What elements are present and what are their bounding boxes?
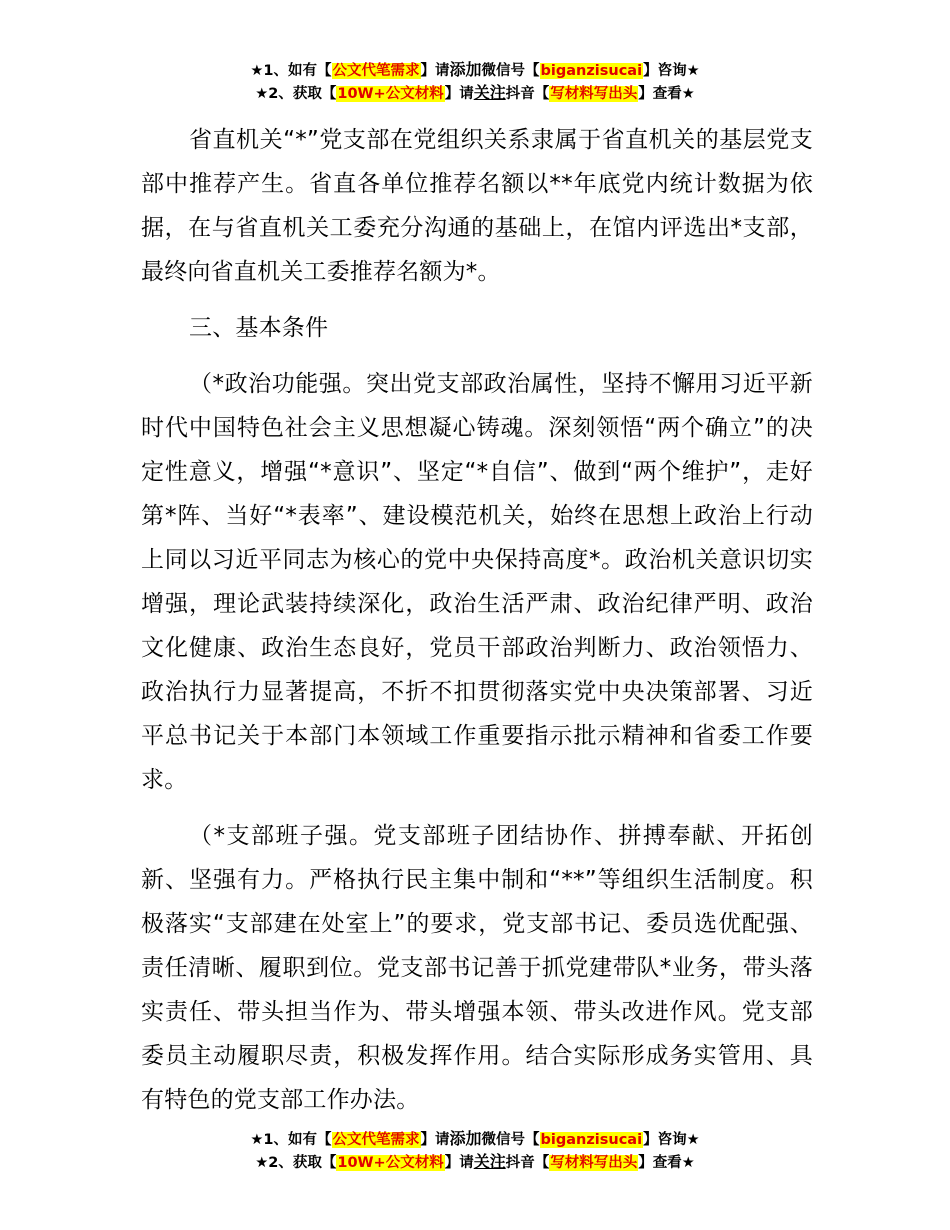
promo-line-2: ★2、获取【10W+公文材料】请关注抖音【写材料写出头】查看★	[255, 83, 695, 102]
highlight-materials: 10W+公文材料	[337, 1155, 444, 1171]
highlight-douyin: 写材料写出头	[550, 86, 638, 102]
paragraph-political-function: （*政治功能强。突出党支部政治属性，坚持不懈用习近平新时代中国特色社会主义思想凝心铸魂。深刻领悟“两个确立”的决定性意义，增强“*意识”、坚定“*自信”、做到“两个维护”，走好第*阵、当好“*表率”、建设模范机关，始终在思想上政治上行动上同以习近平同志为核心的党中央保持高度*。政治机关意识切实增强，理论武装持续深化，政治生活严肃、政治纪律严明、政治文化健康、政治生态良好，党员干部政治判断力、政治领悟力、政治执行力显著提高，不折不扣贯彻落实党中央决策部署、习近平总书记关于本部门本领域工作重要指示批示精神和省委工作要求。	[141, 371, 813, 793]
highlight-wechat-id: biganzisucai	[540, 1132, 643, 1148]
section-heading: 三、基本条件	[189, 315, 329, 341]
promo-line-2: ★2、获取【10W+公文材料】请关注抖音【写材料写出头】查看★	[255, 1152, 695, 1171]
highlight-service: 公文代笔需求	[332, 1132, 420, 1148]
highlight-wechat-id: biganzisucai	[540, 63, 643, 79]
promo-line-1: ★1、如有【公文代笔需求】请添加微信号【biganzisucai】咨询★	[250, 1129, 700, 1148]
paragraph-recommendation: 省直机关“*”党支部在党组织关系隶属于省直机关的基层党支部中推荐产生。省直各单位推荐名额以**年底党内统计数据为依据，在与省直机关工委充分沟通的基础上，在馆内评选出*支部，最终向省直机关工委推荐名额为*。	[141, 127, 813, 285]
promo-banner-top	[0, 59, 950, 105]
highlight-douyin: 写材料写出头	[550, 1155, 638, 1171]
document-body	[141, 118, 813, 1134]
promo-line-1: ★1、如有【公文代笔需求】请添加微信号【biganzisucai】咨询★	[250, 60, 700, 79]
paragraph-branch-team: （*支部班子强。党支部班子团结协作、拼搏奉献、开拓创新、坚强有力。严格执行民主集中制和“**”等组织生活制度。积极落实“支部建在处室上”的要求，党支部书记、委员选优配强、责任清晰、履职到位。党支部书记善于抓党建带队*业务，带头落实责任、带头担当作为、带头增强本领、带头改进作风。党支部委员主动履职尽责，积极发挥作用。结合实际形成务实管用、具有特色的党支部工作办法。	[141, 823, 813, 1113]
highlight-service: 公文代笔需求	[332, 63, 420, 79]
highlight-materials: 10W+公文材料	[337, 86, 444, 102]
promo-banner-bottom	[0, 1128, 950, 1174]
